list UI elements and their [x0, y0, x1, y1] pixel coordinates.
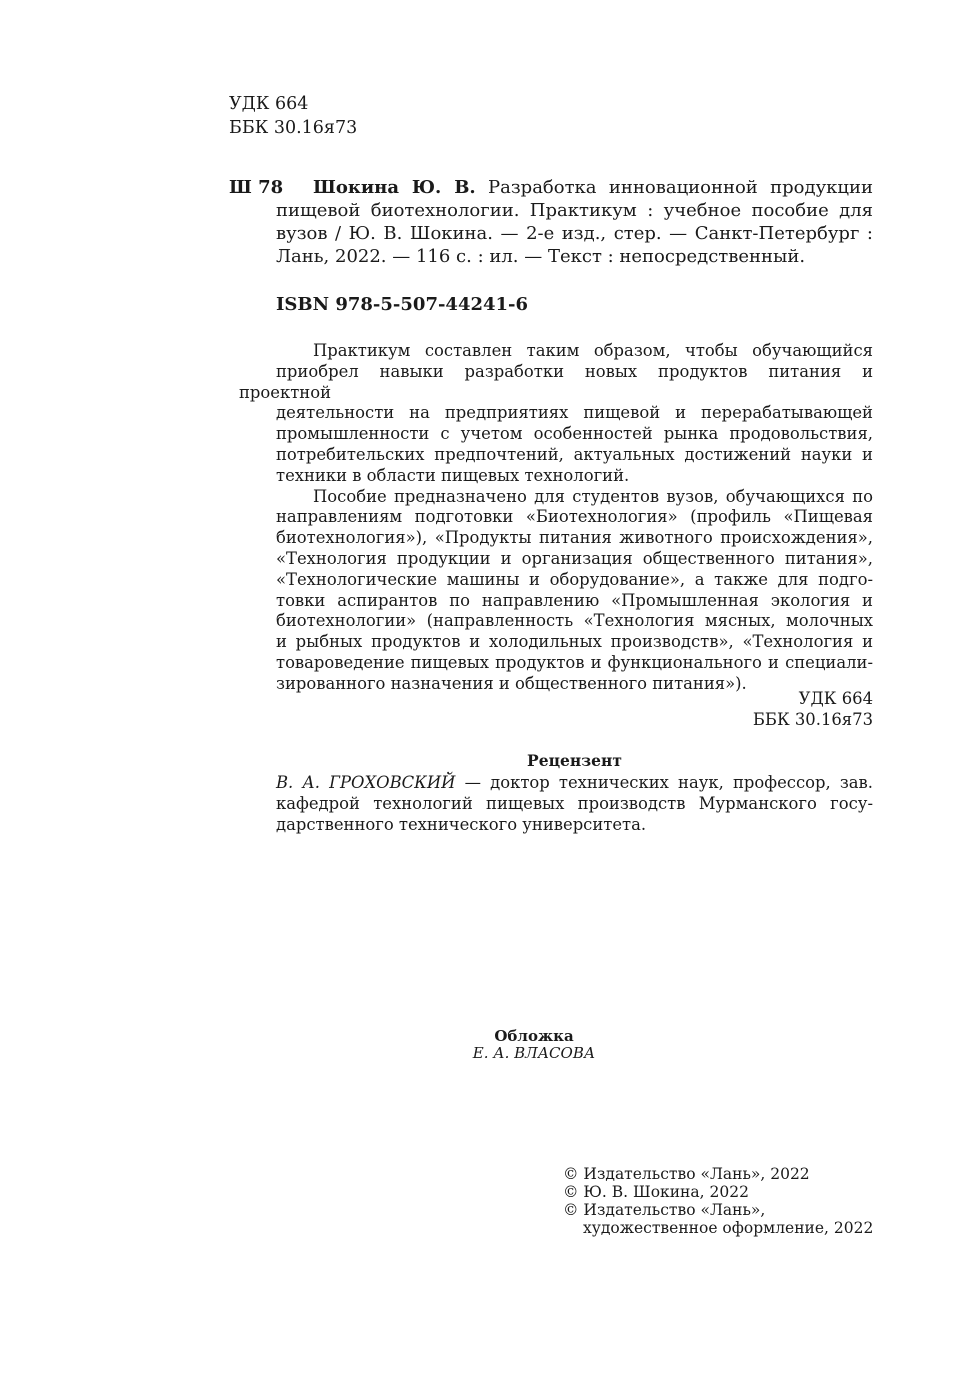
bibliographic-record — [276, 176, 873, 268]
udk-code: УДК 664 — [229, 94, 309, 114]
annotation-line: «Технология продукции и организация общественного питания», — [276, 548, 873, 568]
annotation-line: зированного назначения и общественного питания»). — [276, 673, 747, 693]
isbn: ISBN 978-5-507-44241-6 — [276, 294, 529, 315]
annotation-line: Пособие предназначено для студентов вузов, обучающихся по — [313, 486, 873, 506]
bottom-classification — [640, 688, 873, 730]
reviewer-name: В. А. ГРОХОВСКИЙ — [276, 773, 456, 792]
copyright-line: © Издательство «Лань», 2022 — [563, 1165, 810, 1183]
reviewer-heading: Рецензент — [527, 751, 622, 770]
author-code: Ш 78 — [229, 177, 284, 198]
copyright-line: © Ю. В. Шокина, 2022 — [563, 1183, 749, 1201]
annotation-paragraph-1 — [239, 341, 873, 487]
annotation-line: направлениям подготовки «Биотехнология» (профиль «Пищевая — [276, 507, 873, 527]
annotation-line: биотехнология»), «Продукты питания животного происхождения», — [276, 528, 873, 548]
bib-line-4: Лань, 2022. — 116 с. : ил. — Текст : непосредственный. — [276, 246, 806, 267]
bib-line-3: вузов / Ю. В. Шокина. — 2-е изд., стер. — Санкт-Петербург : — [276, 223, 873, 244]
annotation-line: приобрел навыки разработки новых продуктов питания и проектной — [239, 361, 873, 402]
annotation-line: Практикум составлен таким образом, чтобы обучающийся — [313, 341, 873, 360]
cover-heading: Обложка — [494, 1027, 574, 1045]
cover-designer: Е. А. ВЛАСОВА — [472, 1044, 596, 1062]
copyright-line: художественное оформление, 2022 — [583, 1219, 874, 1237]
annotation-line: промышленности с учетом особенностей рынка продовольствия, — [276, 424, 873, 444]
annotation-line: деятельности на предприятиях пищевой и перерабатывающей — [276, 403, 873, 423]
bib-line-1: Разработка инновационной продукции — [488, 177, 873, 198]
bbk-code: ББК 30.16я73 — [752, 710, 873, 729]
top-classification — [229, 92, 357, 140]
reviewer-line-1: — доктор технических наук, профессор, зав. — [455, 773, 873, 792]
annotation-paragraph-2 — [276, 487, 873, 695]
bbk-code: ББК 30.16я73 — [229, 118, 358, 138]
annotation-line: и рыбных продуктов и холодильных производств», «Технология и — [276, 632, 873, 652]
copyright-block — [563, 1165, 873, 1237]
author-name: Шокина Ю. В. — [313, 177, 476, 198]
reviewer-line-2: кафедрой технологий пищевых производств Мурманского госу- — [276, 794, 873, 813]
reviewer-line-3: дарственного технического университета. — [276, 815, 647, 834]
reviewer-info — [276, 772, 873, 835]
copyright-line: © Издательство «Лань», — [563, 1201, 766, 1219]
annotation-line: «Технологические машины и оборудование», а также для подго- — [276, 569, 873, 589]
annotation-line: товароведение пищевых продуктов и функционального и специали- — [276, 652, 873, 672]
bib-line-2: пищевой биотехнологии. Практикум : учебное пособие для — [276, 200, 873, 221]
annotation-line: товки аспирантов по направлению «Промышленная экология и — [276, 590, 873, 610]
annotation — [239, 341, 873, 695]
annotation-line: биотехнологии» (направленность «Технология мясных, молочных — [276, 611, 873, 631]
annotation-line: потребительских предпочтений, актуальных достижений науки и — [276, 444, 873, 464]
udk-code: УДК 664 — [798, 689, 873, 708]
annotation-line: техники в области пищевых технологий. — [276, 465, 630, 485]
